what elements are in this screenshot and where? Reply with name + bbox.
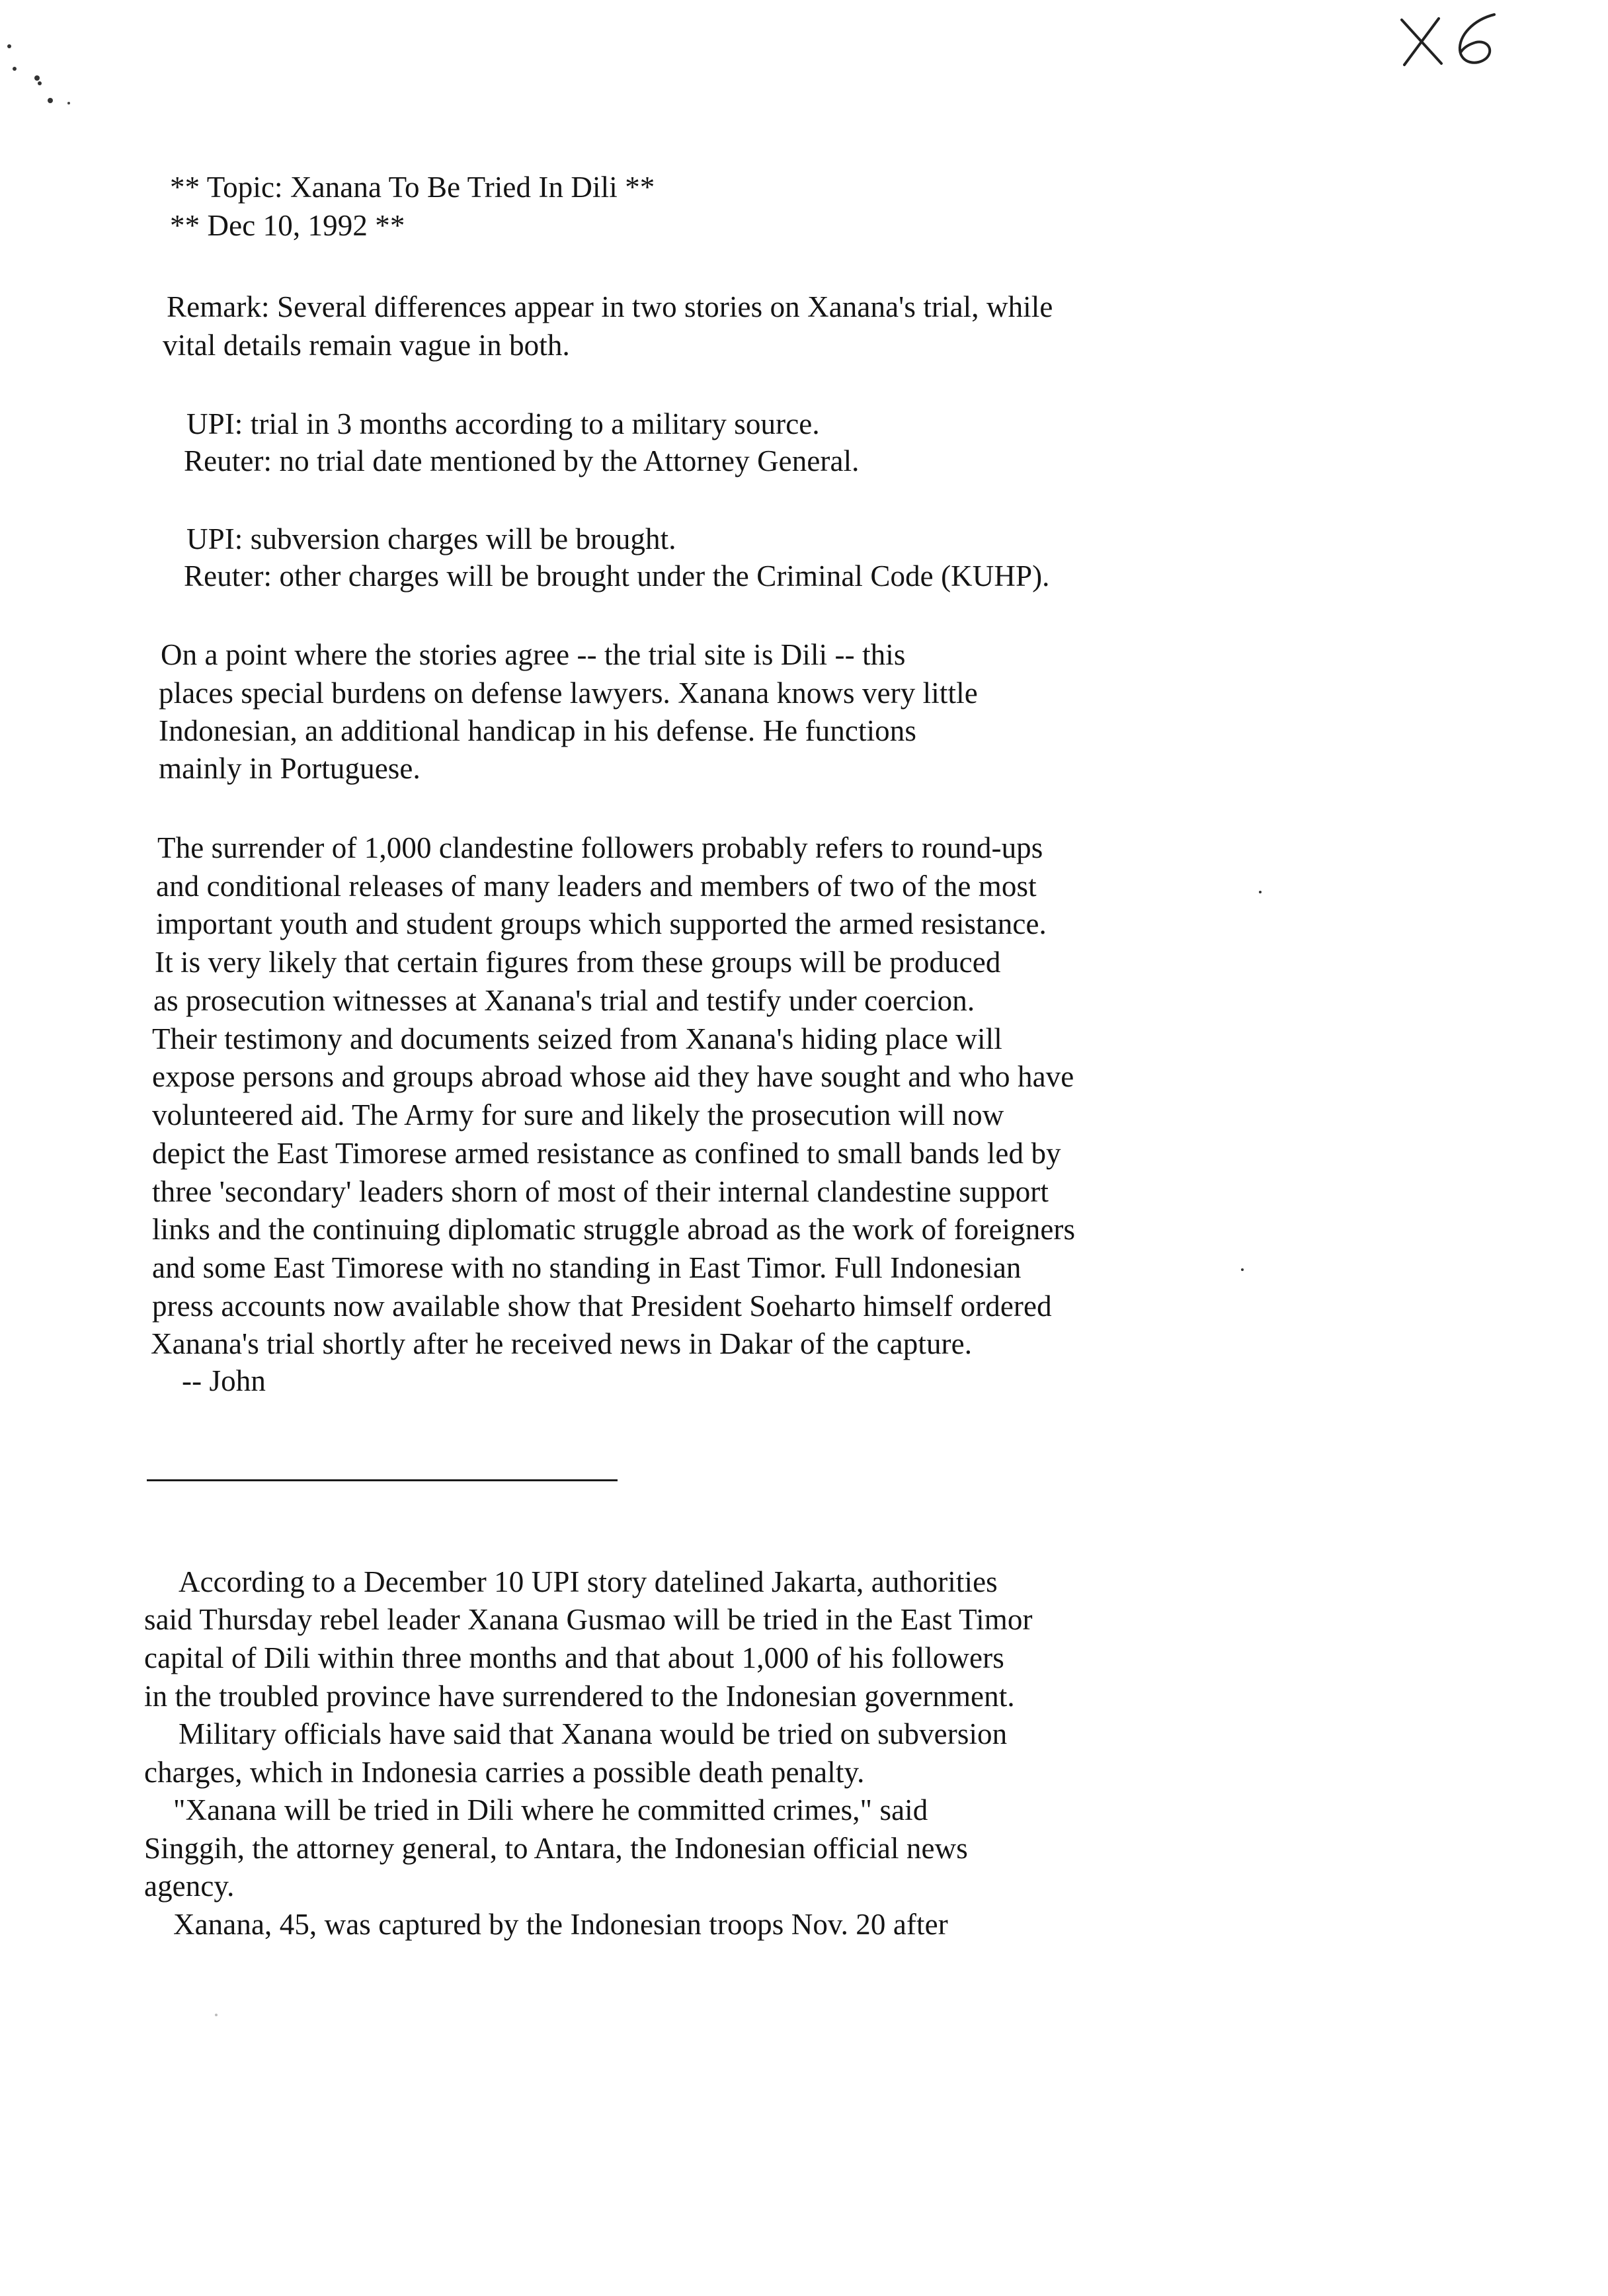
commentary-line: mainly in Portuguese. — [159, 752, 421, 785]
commentary-line: and some East Timorese with no standing in East Timor. Full Indonesian — [152, 1251, 1022, 1284]
commentary-line: as prosecution witnesses at Xanana's trial and testify under coercion. — [153, 984, 975, 1017]
article-line: "Xanana will be tried in Dili where he committed crimes," said — [173, 1793, 928, 1826]
date-line: ** Dec 10, 1992 ** — [170, 209, 405, 242]
commentary-line: Their testimony and documents seized from Xanana's hiding place will — [152, 1022, 1002, 1055]
article-line: According to a December 10 UPI story datelined Jakarta, authorities — [179, 1565, 998, 1598]
commentary-line: expose persons and groups abroad whose aid they have sought and who have — [152, 1060, 1074, 1093]
commentary-line: depict the East Timorese armed resistance as confined to small bands led by — [152, 1137, 1061, 1170]
article-line: charges, which in Indonesia carries a possible death penalty. — [144, 1756, 865, 1789]
article-line: in the troubled province have surrendered to the Indonesian government. — [144, 1680, 1015, 1713]
article-line: said Thursday rebel leader Xanana Gusmao will be tried in the East Timor — [144, 1603, 1033, 1636]
signature: -- John — [182, 1364, 266, 1397]
commentary-line: important youth and student groups which supported the armed resistance. — [156, 907, 1047, 940]
commentary-line: It is very likely that certain figures from these groups will be produced — [155, 946, 1001, 979]
reuter-trial-date-line: Reuter: no trial date mentioned by the Attorney General. — [184, 444, 860, 477]
separator-rule — [147, 1479, 618, 1481]
commentary-line: On a point where the stories agree -- the trial site is Dili -- this — [161, 638, 906, 671]
article-line: Military officials have said that Xanana would be tried on subversion — [179, 1717, 1008, 1750]
commentary-line: Indonesian, an additional handicap in his defense. He functions — [159, 714, 916, 747]
remark-line: vital details remain vague in both. — [163, 329, 570, 362]
topic-line: ** Topic: Xanana To Be Tried In Dili ** — [170, 171, 655, 204]
commentary-line: three 'secondary' leaders shorn of most of their internal clandestine support — [152, 1175, 1049, 1208]
commentary-line: The surrender of 1,000 clandestine followers probably refers to round-ups — [157, 831, 1043, 864]
commentary-line: and conditional releases of many leaders and members of two of the most — [156, 870, 1037, 903]
scan-dot — [1241, 1268, 1244, 1271]
scan-specks — [0, 26, 106, 119]
commentary-line: volunteered aid. The Army for sure and likely the prosecution will now — [152, 1098, 1004, 1131]
article-line: capital of Dili within three months and that about 1,000 of his followers — [144, 1641, 1004, 1674]
article-line: Singgih, the attorney general, to Antara, the Indonesian official news — [144, 1832, 968, 1865]
scan-dot — [1259, 891, 1262, 893]
commentary-line: press accounts now available show that President Soeharto himself ordered — [152, 1290, 1052, 1323]
upi-trial-date-line: UPI: trial in 3 months according to a military source. — [186, 407, 820, 440]
remark-line: Remark: Several differences appear in two stories on Xanana's trial, while — [167, 290, 1053, 323]
commentary-line: Xanana's trial shortly after he received news in Dakar of the capture. — [151, 1327, 973, 1360]
commentary-line: places special burdens on defense lawyers. Xanana knows very little — [159, 676, 978, 710]
upi-charges-line: UPI: subversion charges will be brought. — [186, 522, 676, 555]
article-line: Xanana, 45, was captured by the Indonesian troops Nov. 20 after — [173, 1908, 948, 1941]
scan-dot — [215, 2014, 218, 2016]
reuter-charges-line: Reuter: other charges will be brought under the Criminal Code (KUHP). — [184, 559, 1050, 593]
commentary-line: links and the continuing diplomatic struggle abroad as the work of foreigners — [152, 1213, 1076, 1246]
handwritten-page-mark — [1395, 5, 1508, 71]
article-line: agency. — [144, 1869, 235, 1903]
